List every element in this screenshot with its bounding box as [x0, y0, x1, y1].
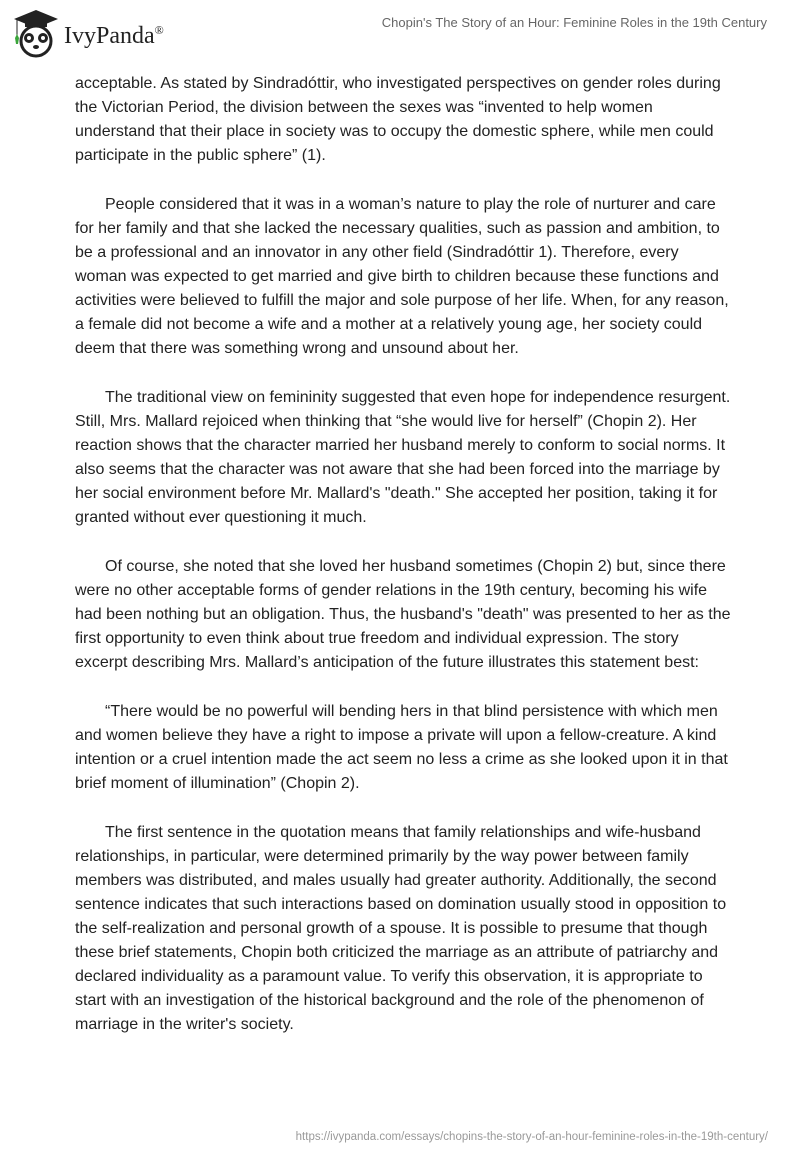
paragraph: The first sentence in the quotation means that family relationships and wife-husband relationships, in particular, were determined primarily by the way power between family members was distributed, and males usually had greater authority. Additionally, the second sentence indicates that such interactions based on domination usually stood in opposition to the self-realization and personal growth of a spouse. It is possible to presume that though these brief statements, Chopin both criticized the marriage as an attribute of patriarchy and declared individuality as a paramount value. To verify this observation, it is appropriate to start with an investigation of the historical background and the role of the phenomenon of marriage in the writer's society.	[75, 824, 727, 1033]
paragraph: The traditional view on femininity suggested that even hope for independence resurgent. Still, Mrs. Mallard rejoiced when thinking that “she would live for herself” (Chopin 2). Her reaction shows that the character married her husband merely to conform to social norms. It also seems that the character was not aware that she had been forced into the marriage by her social environment before Mr. Mallard's "death." She accepted her position, taking it for granted without ever questioning it much.	[75, 389, 731, 526]
registered-mark: ®	[154, 22, 164, 37]
panda-graduate-icon	[12, 8, 60, 58]
paragraph: People considered that it was in a woman’s nature to play the role of nurturer and care for her family and that she lacked the necessary qualities, such as passion and ambition, to be a professional and an innovator in any other field (Sindradóttir 1). Therefore, every woman was expected to get married and give birth to children because these functions and activities were believed to fulfill the major and sole purpose of her life. When, for any reason, a female did not become a wife and a mother at a relatively young age, her society could deem that there was something wrong and unsound about her.	[75, 196, 729, 357]
ivypanda-logo[interactable]	[12, 8, 164, 58]
document-title: Chopin's The Story of an Hour: Feminine Roles in the 19th Century	[381, 15, 767, 30]
brand-name	[64, 23, 164, 50]
source-url-link[interactable]: https://ivypanda.com/essays/chopins-the-story-of-an-hour-feminine-roles-in-the-19th-century/	[295, 1131, 768, 1143]
essay-body	[75, 72, 731, 1062]
paragraph: acceptable. As stated by Sindradóttir, who investigated perspectives on gender roles during the Victorian Period, the division between the sexes was “invented to help women understand that their place in society was to occupy the domestic sphere, while men could participate in the public sphere” (1).	[75, 75, 721, 164]
brand-text: IvyPanda	[64, 22, 155, 49]
block-quote: “There would be no powerful will bending hers in that blind persistence with which men and women believe they have a right to impose a private will upon a fellow-creature. A kind intention or a cruel intention made the act seem no less a crime as she looked upon it in that brief moment of illumination” (Chopin 2).	[75, 703, 728, 792]
page-header	[0, 0, 800, 60]
paragraph: Of course, she noted that she loved her husband sometimes (Chopin 2) but, since there were no other acceptable forms of gender relations in the 19th century, becoming his wife had been nothing but an obligation. Thus, the husband's "death" was presented to her as the first opportunity to even think about true freedom and individual expression. The story excerpt describing Mrs. Mallard’s anticipation of the future illustrates this statement best:	[75, 558, 731, 671]
